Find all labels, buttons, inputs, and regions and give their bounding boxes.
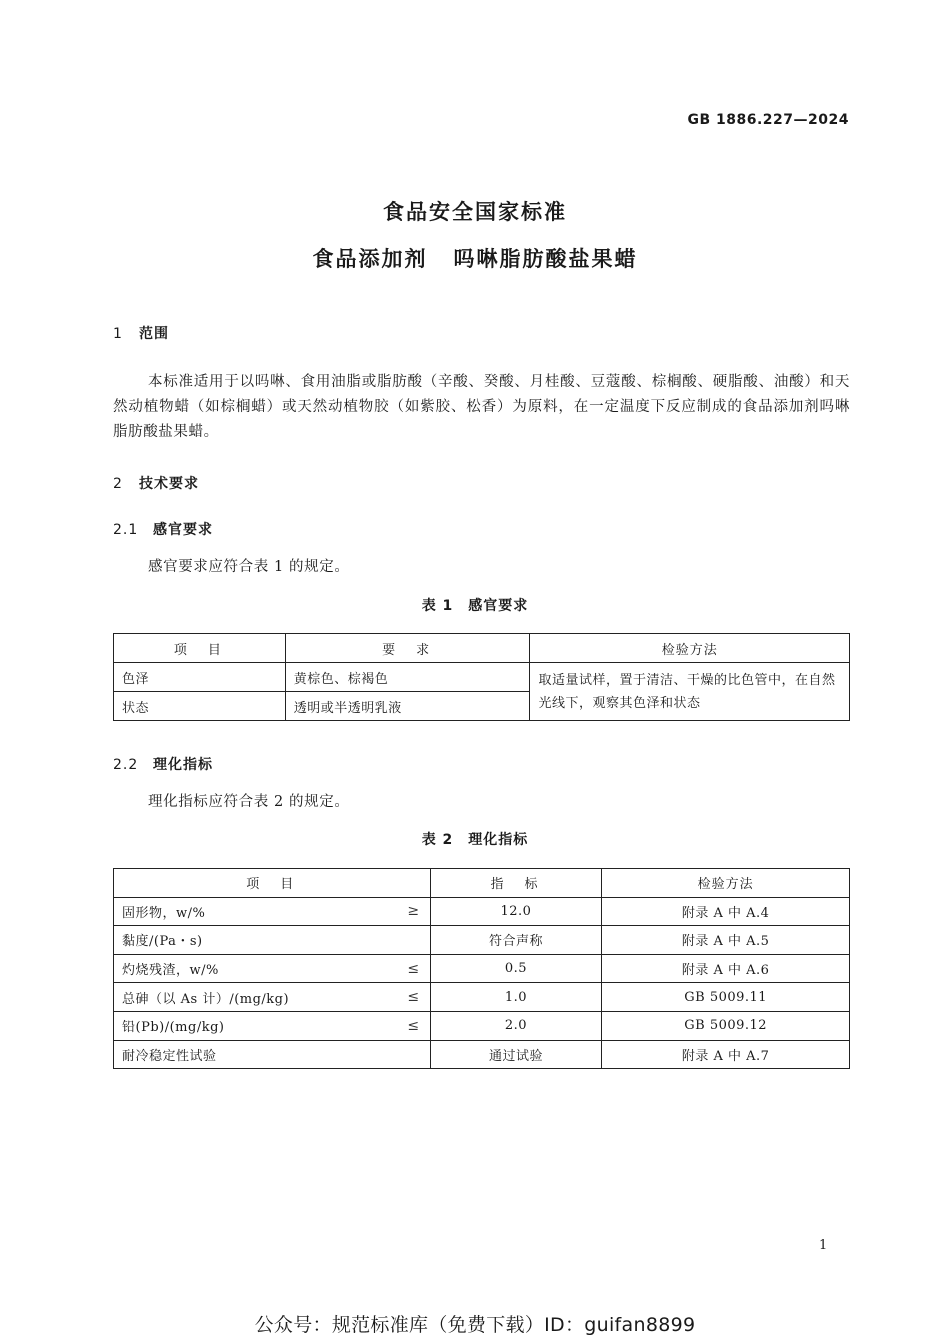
row-item-cell — [114, 897, 431, 926]
table-row — [114, 663, 850, 692]
header-method: 检验方法 — [530, 634, 850, 663]
row-value: 符合声称 — [430, 926, 602, 955]
header-item: 项 目 — [114, 634, 286, 663]
row-requirement: 透明或半透明乳液 — [285, 692, 530, 721]
table-row — [114, 1040, 850, 1069]
physicochemical-indicators-table — [113, 868, 850, 1069]
table2-caption: 表 2 理化指标 — [421, 832, 529, 848]
section-number: 2 — [113, 476, 123, 492]
header-indicator: 指 标 — [430, 869, 602, 898]
section-1-heading — [113, 323, 169, 343]
sensory-requirements-table — [113, 633, 850, 721]
row-method: 附录 A 中 A.5 — [602, 926, 850, 955]
section-2-heading — [113, 473, 199, 493]
comparison-symbol: ≤ — [407, 960, 420, 977]
row-method: 附录 A 中 A.4 — [602, 897, 850, 926]
row-method: 附录 A 中 A.6 — [602, 954, 850, 983]
table-header-row — [114, 869, 850, 898]
row-item-cell — [114, 1040, 431, 1069]
row-item: 固形物，w/% — [122, 905, 206, 921]
comparison-symbol: ≥ — [407, 903, 420, 920]
standard-code: GB 1886.227—2024 — [687, 112, 849, 128]
header-method: 检验方法 — [602, 869, 850, 898]
footer-watermark-text: 公众号：规范标准库（免费下载）ID：guifan8899 — [254, 1314, 696, 1336]
section-title: 感官要求 — [153, 522, 213, 538]
row-value: 0.5 — [430, 954, 602, 983]
table2-reference: 理化指标应符合表 2 的规定。 — [148, 794, 350, 810]
row-requirement: 黄棕色、棕褐色 — [285, 663, 530, 692]
row-value: 12.0 — [430, 897, 602, 926]
section-title: 技术要求 — [139, 476, 199, 492]
table-row — [114, 926, 850, 955]
row-item: 耐冷稳定性试验 — [122, 1048, 217, 1064]
title-category: 食品添加剂 — [312, 247, 428, 271]
row-method: GB 5009.12 — [602, 1011, 850, 1040]
row-method: GB 5009.11 — [602, 983, 850, 1012]
row-method: 附录 A 中 A.7 — [602, 1040, 850, 1069]
row-item: 黏度/(Pa・s) — [122, 934, 203, 950]
table-header-row — [114, 634, 850, 663]
row-item-cell — [114, 926, 431, 955]
section-2-2-heading — [113, 754, 213, 774]
row-item: 总砷（以 As 计）/(mg/kg) — [122, 991, 290, 1007]
row-value: 2.0 — [430, 1011, 602, 1040]
document-title-sub — [0, 243, 950, 273]
table1-reference: 感官要求应符合表 1 的规定。 — [148, 559, 350, 575]
row-item: 状态 — [114, 692, 286, 721]
page-number: 1 — [819, 1238, 828, 1253]
comparison-symbol: ≤ — [407, 989, 420, 1006]
section-title: 理化指标 — [153, 757, 213, 773]
row-item: 铅(Pb)/(mg/kg) — [122, 1020, 225, 1036]
row-item: 色泽 — [114, 663, 286, 692]
row-value: 1.0 — [430, 983, 602, 1012]
document-title-main: 食品安全国家标准 — [383, 200, 567, 224]
table-row — [114, 983, 850, 1012]
table-row — [114, 897, 850, 926]
comparison-symbol: ≤ — [407, 1017, 420, 1034]
header-requirement: 要 求 — [285, 634, 530, 663]
table-row — [114, 1011, 850, 1040]
table1-caption: 表 1 感官要求 — [421, 598, 529, 614]
table-row — [114, 954, 850, 983]
row-method: 取适量试样，置于清洁、干燥的比色管中，在自然光线下，观察其色泽和状态 — [530, 663, 850, 721]
row-item-cell — [114, 954, 431, 983]
section-number: 2.1 — [113, 522, 139, 538]
scope-paragraph: 本标准适用于以吗啉、食用油脂或脂肪酸（辛酸、癸酸、月桂酸、豆蔻酸、棕榈酸、硬脂酸、油酸）和天然动植物蜡（如棕榈蜡）或天然动植物胶（如紫胶、松香）为原料，在一定温度下反应制成的食品添加剂吗啉脂肪酸盐果蜡。 — [113, 374, 850, 440]
section-number: 2.2 — [113, 757, 139, 773]
section-number: 1 — [113, 326, 123, 342]
row-item-cell — [114, 983, 431, 1012]
row-value: 通过试验 — [430, 1040, 602, 1069]
header-item: 项 目 — [114, 869, 431, 898]
row-item-cell — [114, 1011, 431, 1040]
title-product: 吗啉脂肪酸盐果蜡 — [453, 247, 638, 271]
section-title: 范围 — [139, 326, 169, 342]
section-2-1-heading — [113, 519, 213, 539]
row-item: 灼烧残渣，w/% — [122, 963, 219, 979]
